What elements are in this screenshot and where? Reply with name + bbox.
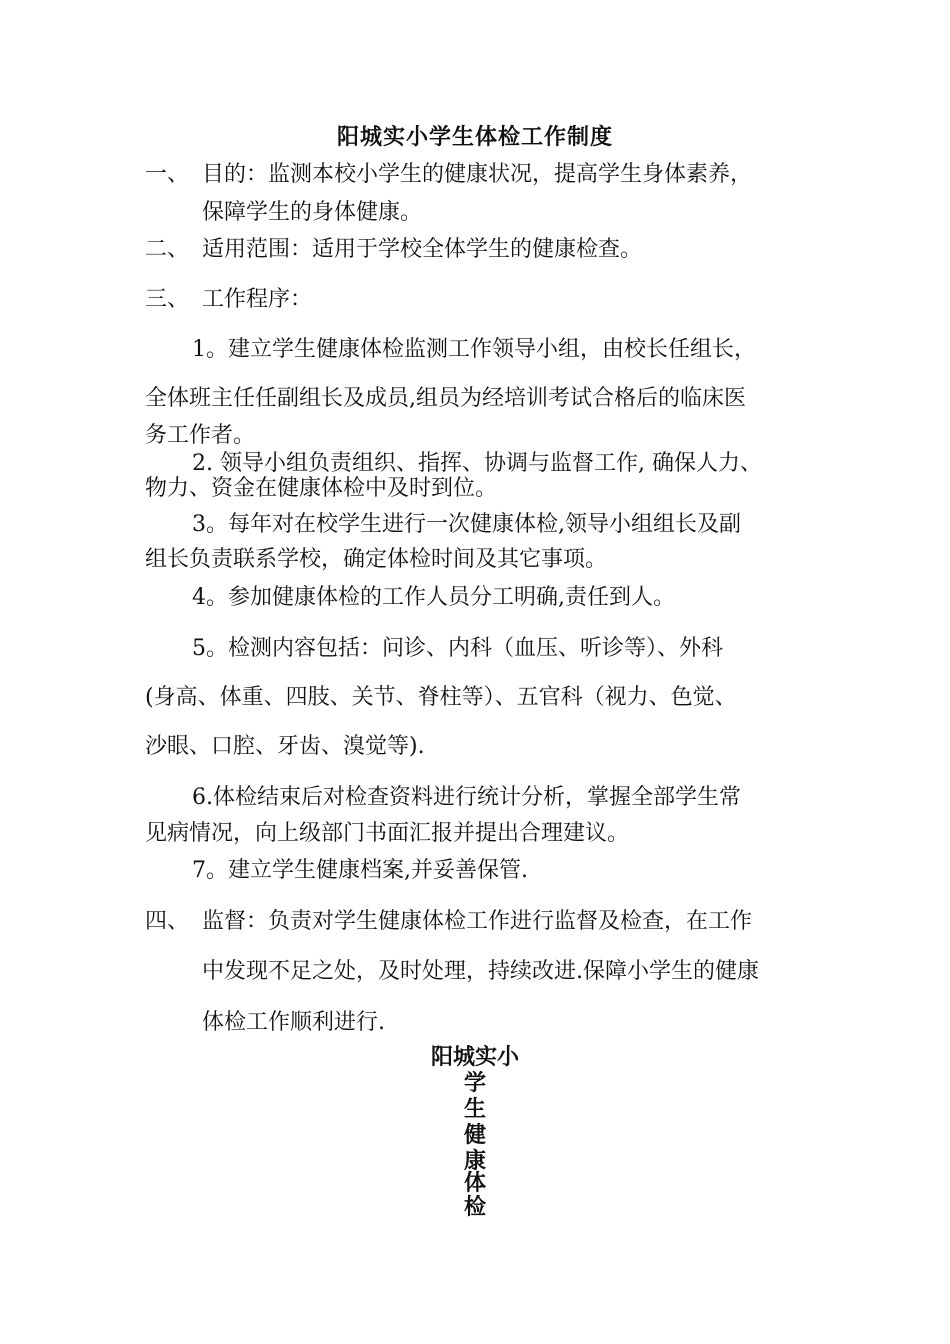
signature-char: 健 bbox=[463, 1123, 486, 1148]
item-5-line-1: 5。检测内容包括：问诊、内科（血压、听诊等）、外科 bbox=[192, 636, 723, 661]
section-1-line-1: 目的：监测本校小学生的健康状况，提高学生身体素养， bbox=[202, 162, 753, 187]
item-6-line-2: 见病情况，向上级部门书面汇报并提出合理建议。 bbox=[145, 821, 630, 846]
item-1-line-3: 务工作者。 bbox=[145, 423, 256, 448]
signature-char: 学 bbox=[463, 1071, 486, 1096]
section-3-line-1: 工作程序： bbox=[202, 287, 313, 312]
item-2-line-1: 2. 领导小组负责组织、指挥、协调与监督工作, 确保人力、 bbox=[192, 451, 762, 476]
item-3-line-2: 组长负责联系学校，确定体检时间及其它事项。 bbox=[145, 547, 608, 572]
item-2-line-2: 物力、资金在健康体检中及时到位。 bbox=[145, 476, 498, 501]
section-1-line-2: 保障学生的身体健康。 bbox=[202, 200, 423, 225]
section-2-line-1: 适用范围：适用于学校全体学生的健康检查。 bbox=[202, 237, 643, 262]
section-3-marker: 三、 bbox=[145, 287, 190, 312]
item-6-line-1: 6.体检结束后对检查资料进行统计分析，掌握全部学生常 bbox=[192, 785, 741, 810]
section-1-marker: 一、 bbox=[145, 162, 190, 187]
item-5-line-3: 沙眼、口腔、牙齿、溴觉等). bbox=[145, 734, 425, 759]
signature-char: 检 bbox=[463, 1195, 486, 1220]
signature-char: 体 bbox=[463, 1171, 486, 1196]
section-4-line-1: 监督：负责对学生健康体检工作进行监督及检查，在工作 bbox=[202, 909, 753, 934]
section-4-marker: 四、 bbox=[145, 909, 190, 934]
item-3-line-1: 3。每年对在校学生进行一次健康体检,领导小组组长及副 bbox=[192, 512, 741, 537]
item-4-line-1: 4。参加健康体检的工作人员分工明确,责任到人。 bbox=[192, 585, 675, 610]
section-4-line-3: 体检工作顺利进行. bbox=[202, 1010, 385, 1035]
document-title: 阳城实小学生体检工作制度 bbox=[336, 125, 613, 150]
signature-school-name: 阳城实小 bbox=[430, 1045, 519, 1070]
signature-char: 康 bbox=[463, 1149, 486, 1174]
section-2-marker: 二、 bbox=[145, 237, 190, 262]
item-5-line-2: (身高、体重、四肢、关节、脊柱等）、五官科（视力、色觉、 bbox=[145, 685, 737, 710]
item-1-line-1: 1。建立学生健康体检监测工作领导小组，由校长任组长， bbox=[192, 337, 756, 362]
section-4-line-2: 中发现不足之处，及时处理，持续改进.保障小学生的健康 bbox=[202, 959, 759, 984]
item-7-line-1: 7。建立学生健康档案,并妥善保管. bbox=[192, 858, 528, 883]
signature-char: 生 bbox=[463, 1097, 486, 1122]
item-1-line-2: 全体班主任任副组长及成员,组员为经培训考试合格后的临床医 bbox=[145, 386, 746, 411]
